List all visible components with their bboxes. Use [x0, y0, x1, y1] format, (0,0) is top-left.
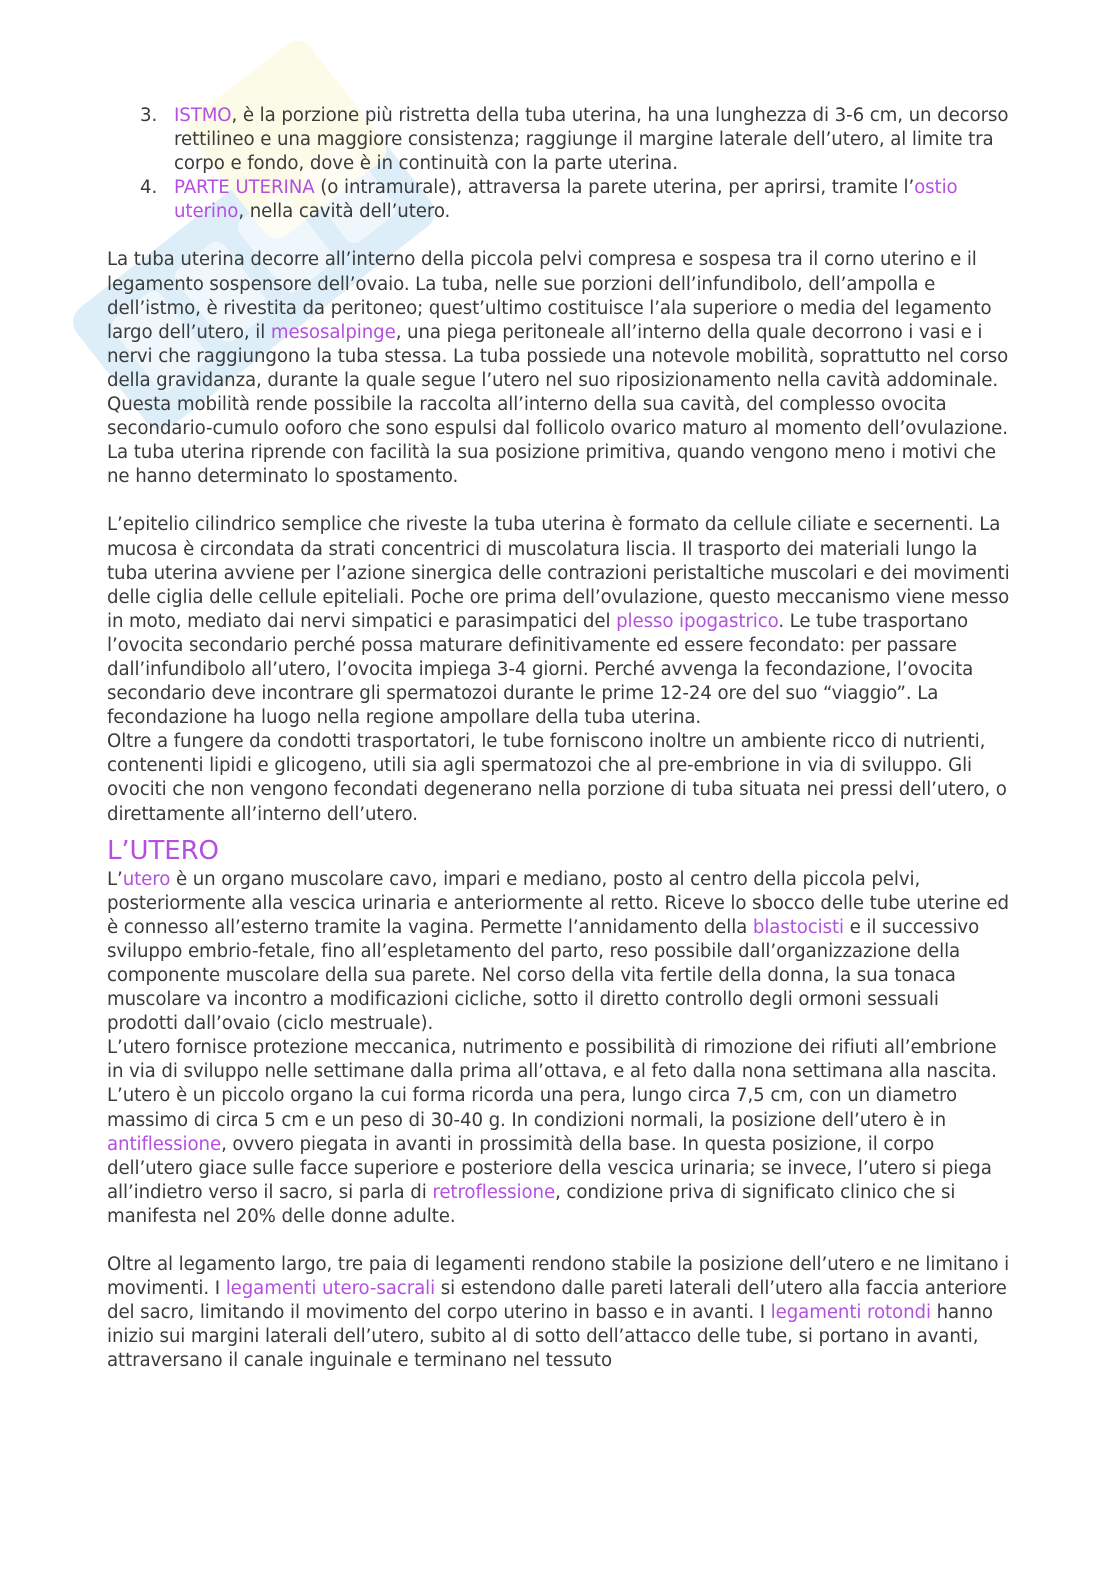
text-segment: è un organo muscolare cavo, impari e mediano, posto al centro della piccola pelvi, posteriormente alla vescica urinaria e anteriormente al retto. Riceve lo sbocco delle tube uterine ed è connesso all’esterno tramite la vagina. Permette l’annidamento della [107, 868, 1009, 938]
list-item-istmo [107, 104, 1012, 176]
text-segment: L’utero è un piccolo organo la cui forma ricorda una pera, lungo circa 7,5 cm, con un diametro massimo di circa 5 cm e un peso di 30-40 g. In condizioni normali, la posizione dell’utero è in [107, 1085, 957, 1131]
highlighted-term: ostio uterino [174, 177, 958, 223]
highlighted-term: plesso ipogastrico [616, 610, 779, 632]
highlighted-term: retroflessione [432, 1181, 556, 1203]
text-segment: L’utero fornisce protezione meccanica, nutrimento e possibilità di rimozione dei rifiuti all’embrione in via di sviluppo nelle settimane dalla prima all’ottava, e al feto dalla nona settimana alla nascita. [107, 1037, 997, 1083]
paragraph-legamenti [107, 1253, 1012, 1373]
paragraph-tuba-decorso [107, 248, 1012, 489]
text-segment: hanno inizio sui margini laterali dell’utero, subito al di sotto dell’attacco delle tube, si portano in avanti, attraversano il canale inguinale e terminano nel tessuto [107, 1302, 993, 1372]
list-item-text [174, 105, 1008, 174]
paragraph-funzioni-tube [107, 730, 1012, 826]
highlighted-term: legamenti utero-sacrali [225, 1278, 436, 1300]
text-segment: Oltre al legamento largo, tre paia di legamenti rendono stabile la posizione dell’utero e ne limitano i movimenti. I [107, 1254, 1010, 1300]
list-number: 3. [140, 105, 158, 126]
paragraph-utero-forma [107, 1084, 1012, 1229]
list-item-parte-uterina [107, 176, 1012, 224]
text-segment: L’epitelio cilindrico semplice che riveste la tuba uterina è formato da cellule ciliate e secernenti. La mucosa è circondata da strati concentrici di muscolatura liscia. Il trasporto dei materiali lungo la tuba uterina avviene per l’azione sinergica delle contrazioni peristaltiche muscolari e dei movimenti delle ciglia delle cellule epiteliali. Poche ore prima dell’ovulazione, questo meccanismo viene messo in moto, mediato dai nervi simpatici e parasimpatici del [107, 514, 1010, 632]
text-segment: L’ [107, 868, 123, 890]
paragraph-epitelio [107, 513, 1012, 730]
text-segment: (o intramurale), attraversa la parete uterina, per aprirsi, tramite l’ [314, 177, 915, 199]
text-segment: , ovvero piegata in avanti in prossimità della base. In questa posizione, il corpo dell’utero giace sulle facce superiore e posteriore della vescica urinaria; se invece, l’utero si piega all’indietro verso il sacro, si parla di [107, 1133, 992, 1203]
highlighted-term: ISTMO [174, 105, 232, 126]
paragraph-utero-intro [107, 868, 1012, 1037]
text-segment: Oltre a fungere da condotti trasportatori, le tube forniscono inoltre un ambiente ricco di nutrienti, contenenti lipidi e glicogeno, utili sia agli spermatozoi che al pre-embrione in via di sviluppo. Gli ovociti che non vengono fecondati degenerano nella porzione di tuba situata nei pressi dell’utero, o direttamente all’interno dell’utero. [107, 731, 1007, 825]
text-segment: si estendono dalle pareti laterali dell’utero alla faccia anteriore del sacro, limitando il movimento del corpo uterino in basso e in avanti. I [107, 1278, 1007, 1324]
highlighted-term: mesosalpinge [270, 321, 396, 343]
highlighted-term: PARTE UTERINA [174, 177, 315, 199]
highlighted-term: utero [122, 868, 171, 890]
list-number: 4. [140, 177, 158, 199]
text-segment: , una piega peritoneale all’interno della quale decorrono i vasi e i nervi che raggiungono la tuba stessa. La tuba possiede una notevole mobilità, soprattutto nel corso della gravidanza, durante la quale segue l’utero nel suo riposizionamento nella cavità addominale. Questa mobilità rende possibile la raccolta all’interno della sua cavità, del complesso ovocita secondario-cumulo ooforo che sono espulsi dal follicolo ovarico maturo al momento dell’ovulazione. La tuba uterina riprende con facilità la sua posizione primitiva, quando vengono meno i motivi che ne hanno determinato lo spostamento. [107, 321, 1009, 488]
highlighted-term: blastocisti [752, 916, 844, 938]
numbered-list [107, 104, 1012, 224]
text-segment: , condizione priva di significato clinico che si manifesta nel 20% delle donne adulte. [107, 1181, 956, 1227]
text-segment: . Le tube trasportano l’ovocita secondario perché possa maturare definitivamente ed essere fecondato: per passare dall’infundibolo all’utero, l’ovocita impiega 3-4 giorni. Perché avvenga la fecondazione, l’ovocita secondario deve incontrare gli spermatozoi durante le prime 12-24 ore del suo “viaggio”. La fecondazione ha luogo nella regione ampollare della tuba uterina. [107, 610, 974, 729]
section-heading-utero: L’UTERO [107, 835, 219, 866]
list-item-text [174, 177, 958, 222]
text-segment: , è la porzione più ristretta della tuba uterina, ha una lunghezza di 3-6 cm, un decorso rettilineo e una maggiore consistenza; raggiunge il margine laterale dell’utero, al limite tra corpo e fondo, dove è in continuità con la parte uterina. [174, 105, 1009, 175]
text-segment: La tuba uterina decorre all’interno della piccola pelvi compresa e sospesa tra il corno uterino e il legamento sospensore dell’ovaio. La tuba, nelle sue porzioni dell’infundibolo, dell’ampolla e dell’istmo, è rivestita da peritoneo; quest’ultimo costituisce l’ala superiore o media del legamento largo dell’utero, il [107, 249, 992, 343]
document-page [107, 104, 1012, 1374]
text-segment: e il successivo sviluppo embrio-fetale, fino all’espletamento del parto, reso possibile dall’organizzazione della componente muscolare della sua parete. Nel corso della vita fertile della donna, la sua tonaca muscolare va incontro a modificazioni cicliche, sotto il diretto controllo degli ormoni sessuali prodotti dall’ovaio (ciclo mestruale). [107, 916, 980, 1035]
highlighted-term: antiflessione [107, 1133, 222, 1155]
text-segment: , nella cavità dell’utero. [238, 201, 451, 223]
highlighted-term: legamenti rotondi [770, 1302, 931, 1324]
paragraph-utero-protezione [107, 1036, 1012, 1084]
